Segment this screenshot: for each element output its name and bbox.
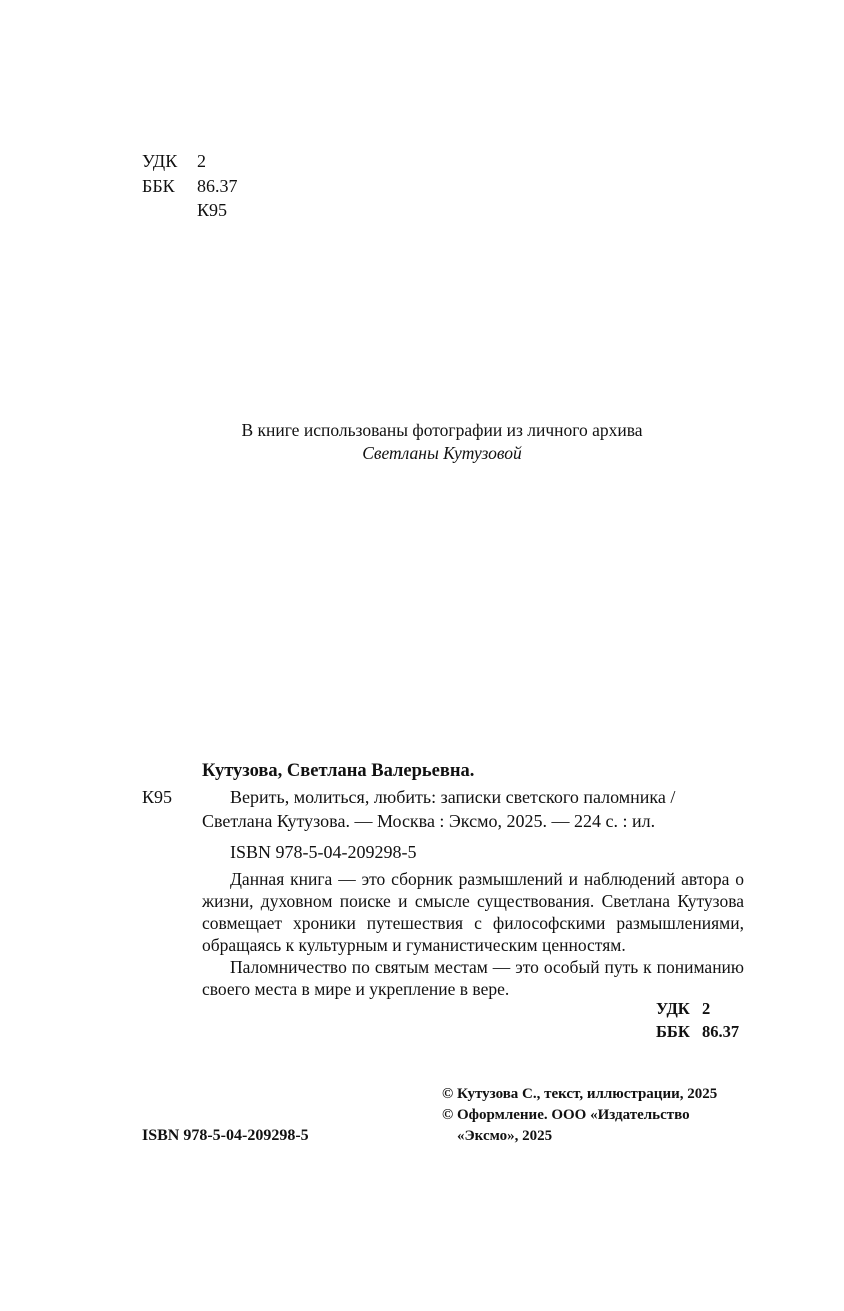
udk-value: 2 xyxy=(197,151,206,171)
bottom-udk-label: УДК xyxy=(656,999,690,1018)
bbk-row xyxy=(142,175,238,197)
bottom-udk-row xyxy=(656,998,710,1019)
copyright-line3: «Эксмо», 2025 xyxy=(457,1128,553,1144)
udk-label: УДК xyxy=(142,151,178,171)
catalog-isbn: ISBN 978-5-04-209298-5 xyxy=(230,842,417,862)
annotation-paragraph2: Паломничество по святым местам — это особый путь к пониманию своего места в мире и укрепление в вере. xyxy=(202,957,744,999)
bottom-bbk-label: ББК xyxy=(656,1022,690,1041)
author-heading: Кутузова, Светлана Валерьевна. xyxy=(202,761,475,781)
catalog-author-mark: К95 xyxy=(142,787,173,807)
author-mark: К95 xyxy=(197,200,228,220)
photo-credit-line1: В книге использованы фотографии из личного архива xyxy=(241,420,643,440)
title-line2: Светлана Кутузова. — Москва : Эксмо, 2025. — 224 с. : ил. xyxy=(202,811,656,831)
copyright-line1: © Кутузова С., текст, иллюстрации, 2025 xyxy=(442,1086,718,1102)
bottom-bbk-row xyxy=(656,1021,739,1042)
bottom-udk-value: 2 xyxy=(702,999,711,1018)
annotation-paragraph1: Данная книга — это сборник размышлений и наблюдений автора о жизни, духовном поиске и смысле существования. Светлана Кутузова совмещает хроники путешествия с философскими размышлениями, обращаясь к культурным и гуманистическим ценностям. xyxy=(202,869,744,955)
copyright-line2: © Оформление. ООО «Издательство xyxy=(442,1107,690,1123)
bottom-bbk-value: 86.37 xyxy=(702,1022,740,1041)
bbk-label: ББК xyxy=(142,176,175,196)
author-mark-row xyxy=(142,199,227,221)
udk-row xyxy=(142,150,206,172)
footer-isbn: ISBN 978-5-04-209298-5 xyxy=(142,1127,309,1144)
title-line1: Верить, молиться, любить: записки светского паломника / xyxy=(230,787,676,807)
photo-credit-line2: Светланы Кутузовой xyxy=(362,443,522,463)
bbk-value: 86.37 xyxy=(197,176,238,196)
